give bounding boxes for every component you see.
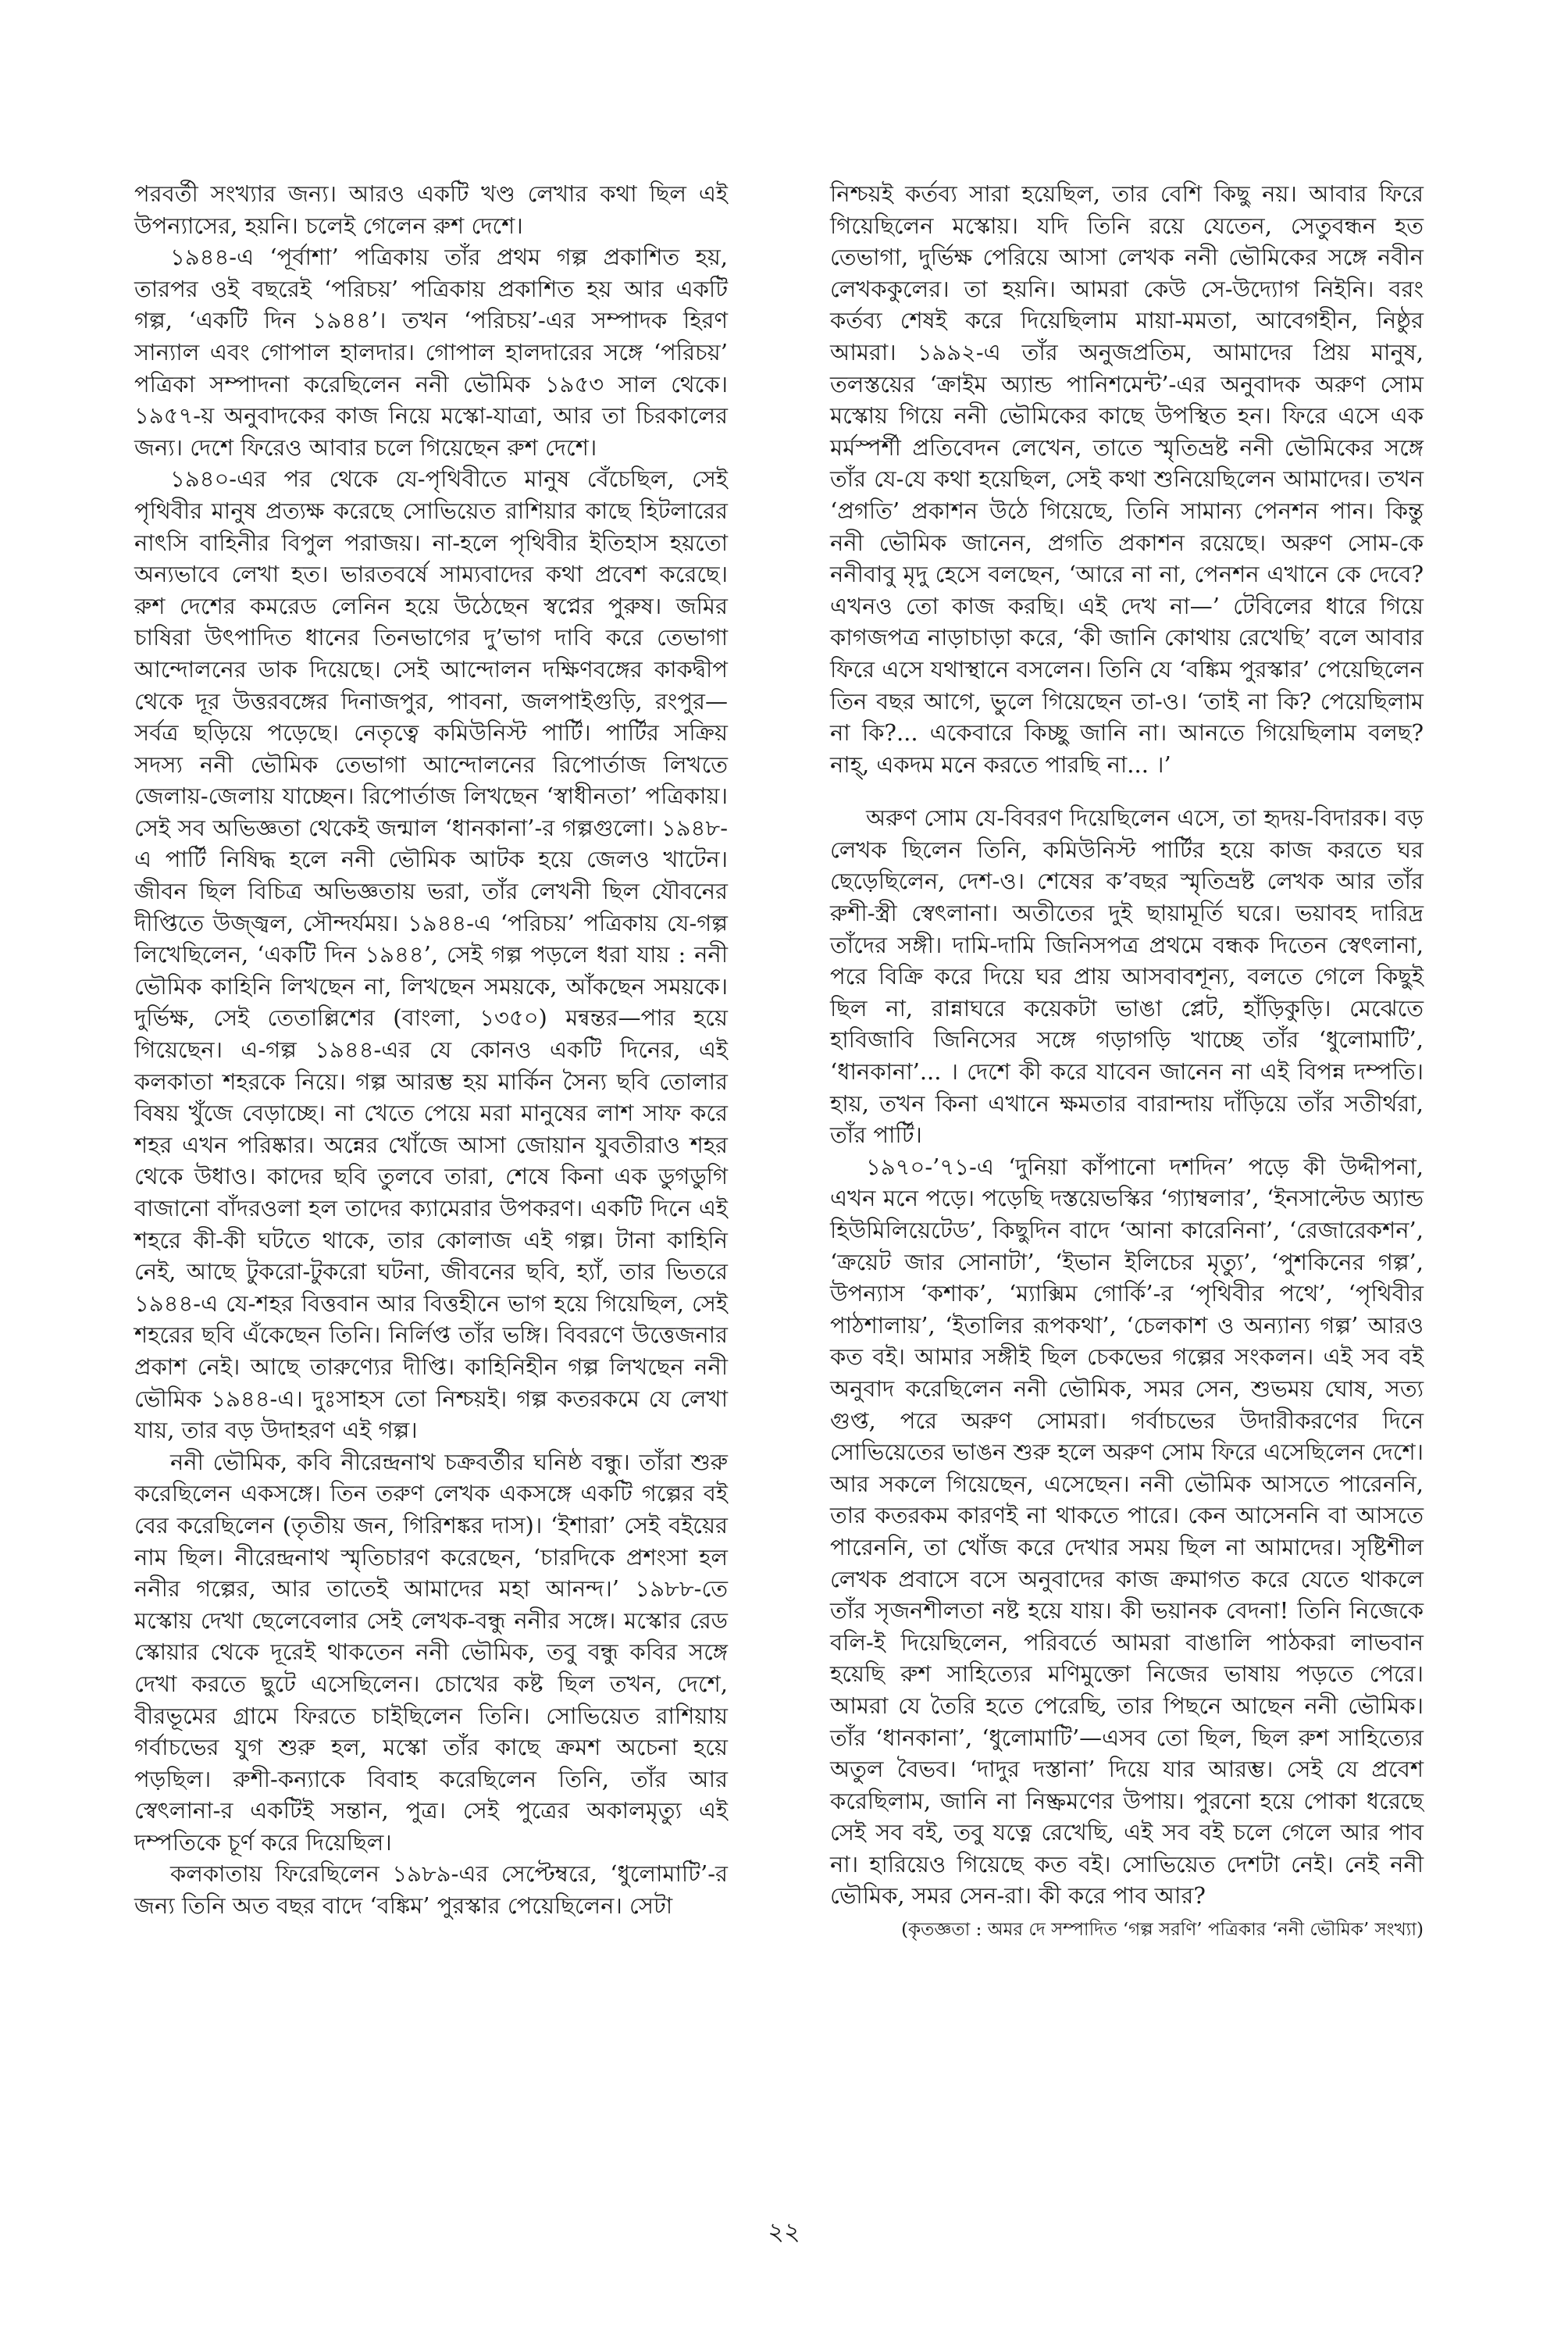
acknowledgement-note: (কৃতজ্ঞতা : অমর দে সম্পাদিত ‘গল্প সরণি’ পত্রিকার ‘ননী ভৌমিক’ সংখ্যা)	[901, 1920, 1424, 1941]
paragraph-continuation: পরবর্তী সংখ্যার জন্য। আরও একটি খণ্ড লেখার কথা ছিল এই উপন্যাসের, হয়নি। চলেই গেলেন রুশ দেশে।	[134, 180, 728, 239]
paragraph: ১৯৭০-’৭১-এ ‘দুনিয়া কাঁপানো দশদিন’ পড়ে কী উদ্দীপনা, এখন মনে পড়ে। পড়েছি দস্তয়েভস্কির ‘গ্যাম্বলার’, ‘ইনসাল্টেড অ্যান্ড হিউমিলিয়েটেড’, কিছুদিন বাদে ‘আনা কারেনিনা’, ‘রেজারেকশন’, ‘ক্রয়েট জার সোনাটা’, ‘ইভান ইলিচের মৃত্যু’, ‘পুশকিনের গল্প’, উপন্যাস ‘কশাক’, ‘ম্যাক্সিম গোর্কি’-র ‘পৃথিবীর পথে’, ‘পৃথিবীর পাঠশালায়’, ‘ইতালির রূপকথা’, ‘চেলকাশ ও অন্যান্য গল্প’ আরও কত বই। আমার সঙ্গীই ছিল চেকভের গল্পের সংকলন। এই সব বই অনুবাদ করেছিলেন ননী ভৌমিক, সমর সেন, শুভময় ঘোষ, সত্য গুপ্ত, পরে অরুণ সোমরা। গর্বাচভের উদারীকরণের দিনে সোভিয়েতের ভাঙন শুরু হলে অরুণ সোম ফিরে এসেছিলেন দেশে। আর সকলে গিয়েছেন, এসেছেন। ননী ভৌমিক আসতে পারেননি, তার কতরকম কারণই না থাকতে পারে। কেন আসেননি বা আসতে পারেননি, তা খোঁজ করে দেখার সময় ছিল না আমাদের। সৃষ্টিশীল লেখক প্রবাসে বসে অনুবাদের কাজ ক্রমাগত করে যেতে থাকলে তাঁর সৃজনশীলতা নষ্ট হয়ে যায়। কী ভয়ানক বেদনা! তিনি নিজেকে বলি-ই দিয়েছিলেন, পরিবর্তে আমরা বাঙালি পাঠকরা লাভবান হয়েছি রুশ সাহিত্যের মণিমুক্তো নিজের ভাষায় পড়তে পেরে। আমরা যে তৈরি হতে পেরেছি, তার পিছনে আছেন ননী ভৌমিক। তাঁর ‘ধানকানা’, ‘ধুলোমাটি’—এসব তো ছিল, ছিল রুশ সাহিত্যের অতুল বৈভব। ‘দাদুর দস্তানা’ দিয়ে যার আরম্ভ। সেই যে প্রবেশ করেছিলাম, জানি না নিষ্ক্রমণের উপায়। পুরনো হয়ে পোকা ধরেছে সেই সব বই, তবু যত্নে রেখেছি, এই সব বই চলে গেলে আর পাব না। হারিয়েও গিয়েছে কত বই। সোভিয়েত দেশটা নেই। নেই ননী ভৌমিক, সমর সেন-রা। কী করে পাব আর?	[830, 1153, 1424, 1910]
paragraph: ননী ভৌমিক, কবি নীরেন্দ্রনাথ চক্রবর্তীর ঘনিষ্ঠ বন্ধু। তাঁরা শুরু করেছিলেন একসঙ্গে। তিন তরুণ লেখক একসঙ্গে একটি গল্পের বই বের করেছিলেন (তৃতীয় জন, গিরিশঙ্কর দাস)। ‘ইশারা’ সেই বইয়ের নাম ছিল। নীরেন্দ্রনাথ স্মৃতিচারণ করেছেন, ‘চারদিকে প্রশংসা হল ননীর গল্পের, আর তাতেই আমাদের মহা আনন্দ।’ ১৯৮৮-তে মস্কোয় দেখা ছেলেবেলার সেই লেখক-বন্ধু ননীর সঙ্গে। মস্কোর রেড স্কোয়ার থেকে দূরেই থাকতেন ননী ভৌমিক, তবু বন্ধু কবির সঙ্গে দেখা করতে ছুটে এসেছিলেন। চোখের কষ্ট ছিল তখন, দেশে, বীরভূমের গ্রামে ফিরতে চাইছিলেন তিনি। সোভিয়েত রাশিয়ায় গর্বাচভের যুগ শুরু হল, মস্কো তাঁর কাছে ক্রমশ অচেনা হয়ে পড়ছিল। রুশী-কন্যাকে বিবাহ করেছিলেন তিনি, তাঁর আর স্বেৎলানা-র একটিই সন্তান, পুত্র। সেই পুত্রের অকালমৃত্যু এই দম্পতিকে চূর্ণ করে দিয়েছিল।	[134, 1448, 728, 1856]
right-column	[830, 178, 1424, 1943]
paragraph: ১৯৪৪-এ ‘পূর্বাশা’ পত্রিকায় তাঁর প্রথম গল্প প্রকাশিত হয়, তারপর ওই বছরেই ‘পরিচয়’ পত্রিকায় প্রকাশিত হয় আর একটি গল্প, ‘একটি দিন ১৯৪৪’। তখন ‘পরিচয়’-এর সম্পাদক হিরণ সান্যাল এবং গোপাল হালদার। গোপাল হালদারের সঙ্গে ‘পরিচয়’ পত্রিকা সম্পাদনা করেছিলেন ননী ভৌমিক ১৯৫৩ সাল থেকে। ১৯৫৭-য় অনুবাদকের কাজ নিয়ে মস্কো-যাত্রা, আর তা চিরকালের জন্য। দেশে ফিরেও আবার চলে গিয়েছেন রুশ দেশে।	[134, 244, 728, 461]
left-column	[134, 178, 728, 1922]
page-number: ২২	[768, 2216, 800, 2246]
paragraph-continuation: নিশ্চয়ই কর্তব্য সারা হয়েছিল, তার বেশি কিছু নয়। আবার ফিরে গিয়েছিলেন মস্কোয়। যদি তিনি রয়ে যেতেন, সেতুবন্ধন হত তেভাগা, দুর্ভিক্ষ পেরিয়ে আসা লেখক ননী ভৌমিকের সঙ্গে নবীন লেখককুলের। তা হয়নি। আমরা কেউ সে-উদ্যোগ নিইনি। বরং কর্তব্য শেষই করে দিয়েছিলাম মায়া-মমতা, আবেগহীন, নিষ্ঠুর আমরা। ১৯৯২-এ তাঁর অনুজপ্রতিম, আমাদের প্রিয় মানুষ, তলস্তয়ের ‘ক্রাইম অ্যান্ড পানিশমেন্ট’-এর অনুবাদক অরুণ সোম মস্কোয় গিয়ে ননী ভৌমিকের কাছে উপস্থিত হন। ফিরে এসে এক মর্মস্পর্শী প্রতিবেদন লেখেন, তাতে স্মৃতিভ্রষ্ট ননী ভৌমিকের সঙ্গে তাঁর যে-যে কথা হয়েছিল, সেই কথা শুনিয়েছিলেন আমাদের। তখন ‘প্রগতি’ প্রকাশন উঠে গিয়েছে, তিনি সামান্য পেনশন পান। কিন্তু ননী ভৌমিক জানেন, প্রগতি প্রকাশন রয়েছে। অরুণ সোম-কে ননীবাবু মৃদু হেসে বলছেন, ‘আরে না না, পেনশন এখানে কে দেবে? এখনও তো কাজ করছি। এই দেখ না—’ টেবিলের ধারে গিয়ে কাগজপত্র নাড়াচাড়া করে, ‘কী জানি কোথায় রেখেছি’ বলে আবার ফিরে এসে যথাস্থানে বসলেন। তিনি যে ‘বঙ্কিম পুরস্কার’ পেয়েছিলেন তিন বছর আগে, ভুলে গিয়েছেন তা-ও। ‘তাই না কি? পেয়েছিলাম না কি?... একেবারে কিচ্ছু জানি না। আনতে গিয়েছিলাম বলছ? নাহ্, একদম মনে করতে পারছি না... ।’	[830, 180, 1424, 778]
paragraph: ১৯৪০-এর পর থেকে যে-পৃথিবীতে মানুষ বেঁচেছিল, সেই পৃথিবীর মানুষ প্রত্যক্ষ করেছে সোভিয়েত রাশিয়ার কাছে হিটলারের নাৎসি বাহিনীর বিপুল পরাজয়। না-হলে পৃথিবীর ইতিহাস হয়তো অন্যভাবে লেখা হত। ভারতবর্ষে সাম্যবাদের কথা প্রবেশ করেছে। রুশ দেশের কমরেড লেনিন হয়ে উঠেছেন স্বপ্নের পুরুষ। জমির চাষিরা উৎপাদিত ধানের তিনভাগের দু’ভাগ দাবি করে তেভাগা আন্দোলনের ডাক দিয়েছে। সেই আন্দোলন দক্ষিণবঙ্গের কাকদ্বীপ থেকে দূর উত্তরবঙ্গের দিনাজপুর, পাবনা, জলপাইগুড়ি, রংপুর—সর্বত্র ছড়িয়ে পড়েছে। নেতৃত্বে কমিউনিস্ট পার্টি। পার্টির সক্রিয় সদস্য ননী ভৌমিক তেভাগা আন্দোলনের রিপোর্তাজ লিখতে জেলায়-জেলায় যাচ্ছেন। রিপোর্তাজ লিখছেন ‘স্বাধীনতা’ পত্রিকায়। সেই সব অভিজ্ঞতা থেকেই জন্মাল ‘ধানকানা’-র গল্পগুলো। ১৯৪৮-এ পার্টি নিষিদ্ধ হলে ননী ভৌমিক আটক হয়ে জেলও খাটেন। জীবন ছিল বিচিত্র অভিজ্ঞতায় ভরা, তাঁর লেখনী ছিল যৌবনের দীপ্তিতে উজ্জ্বল, সৌন্দর্যময়। ১৯৪৪-এ ‘পরিচয়’ পত্রিকায় যে-গল্প লিখেছিলেন, ‘একটি দিন ১৯৪৪’, সেই গল্প পড়লে ধরা যায় : ননী ভৌমিক কাহিনি লিখছেন না, লিখছেন সময়কে, আঁকছেন সময়কে। দুর্ভিক্ষ, সেই তেতাল্লিশের (বাংলা, ১৩৫০) মন্বন্তর—পার হয়ে গিয়েছেন। এ-গল্প ১৯৪৪-এর যে কোনও একটি দিনের, এই কলকাতা শহরকে নিয়ে। গল্প আরম্ভ হয় মার্কিন সৈন্য ছবি তোলার বিষয় খুঁজে বেড়াচ্ছে। না খেতে পেয়ে মরা মানুষের লাশ সাফ করে শহর এখন পরিষ্কার। অন্নের খোঁজে আসা জোয়ান যুবতীরাও শহর থেকে উধাও। কাদের ছবি তুলবে তারা, শেষে কিনা এক ডুগডুগি বাজানো বাঁদরওলা হল তাদের ক্যামেরার উপকরণ। একটি দিনে এই শহরে কী-কী ঘটতে থাকে, তার কোলাজ এই গল্প। টানা কাহিনি নেই, আছে টুকরো-টুকরো ঘটনা, জীবনের ছবি, হ্যাঁ, তার ভিতরে ১৯৪৪-এ যে-শহর বিত্তবান আর বিত্তহীনে ভাগ হয়ে গিয়েছিল, সেই শহরের ছবি এঁকেছেন তিনি। নির্লিপ্ত তাঁর ভঙ্গি। বিবরণে উত্তেজনার প্রকাশ নেই। আছে তারুণ্যের দীপ্তি। কাহিনিহীন গল্প লিখছেন ননী ভৌমিক ১৯৪৪-এ। দুঃসাহস তো নিশ্চয়ই। গল্প কতরকমে যে লেখা যায়, তার বড় উদাহরণ এই গল্প।	[134, 465, 728, 1444]
paragraph: অরুণ সোম যে-বিবরণ দিয়েছিলেন এসে, তা হৃদয়-বিদারক। বড় লেখক ছিলেন তিনি, কমিউনিস্ট পার্টির হয়ে কাজ করতে ঘর ছেড়েছিলেন, দেশ-ও। শেষের ক’বছর স্মৃতিভ্রষ্ট লেখক আর তাঁর রুশী-স্ত্রী স্বেৎলানা। অতীতের দুই ছায়ামূর্তি ঘরে। ভয়াবহ দারিদ্র তাঁদের সঙ্গী। দামি-দামি জিনিসপত্র প্রথমে বন্ধক দিতেন স্বেৎলানা, পরে বিক্রি করে দিয়ে ঘর প্রায় আসবাবশূন্য, বলতে গেলে কিছুই ছিল না, রান্নাঘরে কয়েকটা ভাঙা প্লেট, হাঁড়িকুড়ি। মেঝেতে হাবিজাবি জিনিসের সঙ্গে গড়াগড়ি খাচ্ছে তাঁর ‘ধুলোমাটি’, ‘ধানকানা’... । দেশে কী করে যাবেন জানেন না এই বিপন্ন দম্পতি। হায়, তখন কিনা এখানে ক্ষমতার বারান্দায় দাঁড়িয়ে তাঁর সতীর্থরা, তাঁর পার্টি।	[830, 804, 1424, 1149]
paragraph: কলকাতায় ফিরেছিলেন ১৯৮৯-এর সেপ্টেম্বরে, ‘ধুলোমাটি’-র জন্য তিনি অত বছর বাদে ‘বঙ্কিম’ পুরস্কার পেয়েছিলেন। সেটা	[134, 1860, 728, 1920]
